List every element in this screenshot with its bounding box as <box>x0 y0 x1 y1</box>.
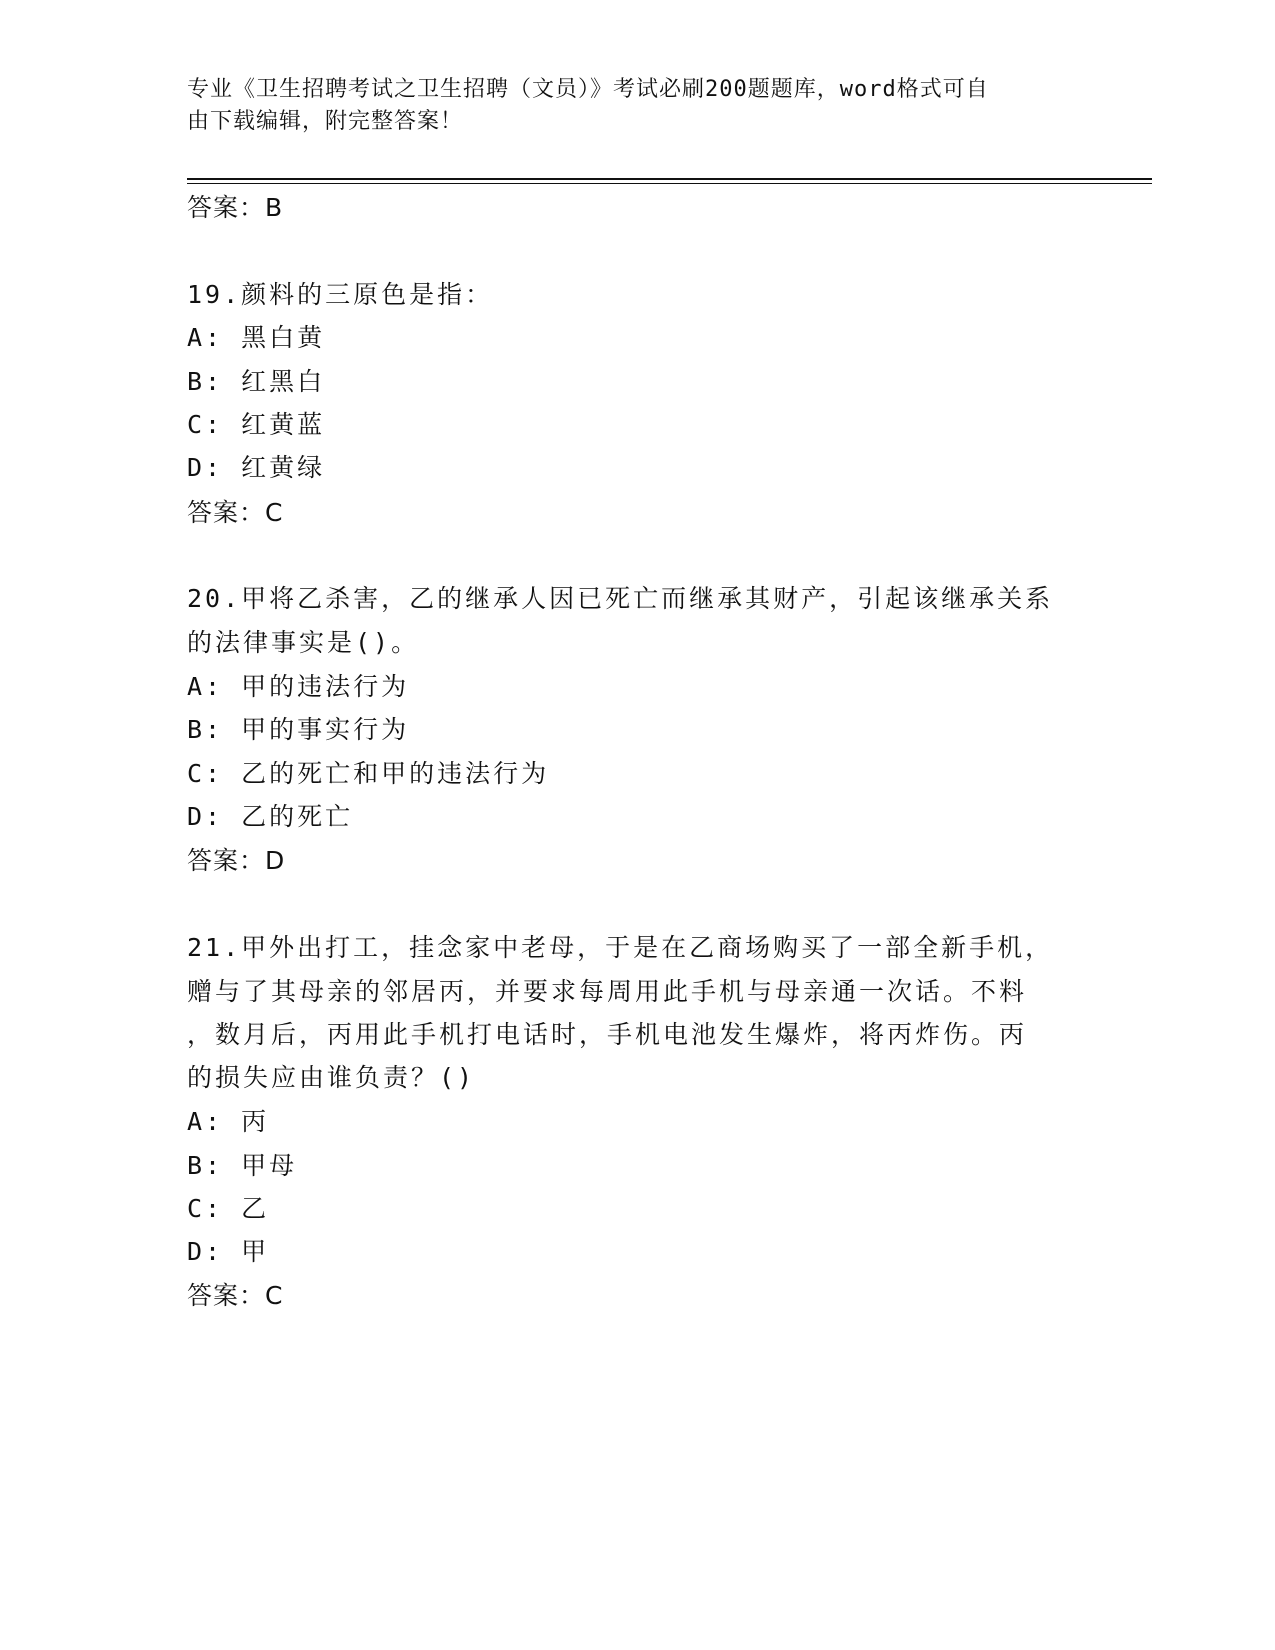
question-stem: 19.颜料的三原色是指： <box>187 280 494 309</box>
option-a: A: 黑白黄 <box>187 323 326 352</box>
question-stem-line-2: 赠与了其母亲的邻居丙，并要求每周用此手机与母亲通一次话。不料 <box>187 977 1028 1006</box>
option-a: A: 丙 <box>187 1107 270 1136</box>
answer-label: 答案：B <box>187 193 284 222</box>
header-divider-thin <box>187 183 1152 184</box>
question-stem-line-1: 21.甲外出打工，挂念家中老母，于是在乙商场购买了一部全新手机， <box>187 933 1054 962</box>
answer-label: 答案：D <box>187 846 286 875</box>
option-d: D: 乙的死亡 <box>187 802 354 831</box>
header-divider <box>187 178 1152 180</box>
document-header <box>187 74 1067 138</box>
answer-label: 答案：C <box>187 1281 284 1310</box>
question-stem-line-1: 20.甲将乙杀害，乙的继承人因已死亡而继承其财产，引起该继承关系 <box>187 584 1054 613</box>
question-stem-line-3: ，数月后，丙用此手机打电话时，手机电池发生爆炸，将丙炸伤。丙 <box>187 1020 1028 1049</box>
option-c: C: 红黄蓝 <box>187 410 326 439</box>
option-b: B: 甲母 <box>187 1151 298 1180</box>
option-d: D: 红黄绿 <box>187 453 326 482</box>
option-a: A: 甲的违法行为 <box>187 672 410 701</box>
header-line-2: 由下载编辑，附完整答案！ <box>187 109 464 134</box>
answer-label: 答案：C <box>187 498 284 527</box>
header-line-1: 专业《卫生招聘考试之卫生招聘（文员）》考试必刷200题题库，word格式可自 <box>187 77 989 102</box>
question-stem-line-2: 的法律事实是()。 <box>187 628 420 657</box>
question-stem-line-4: 的损失应由谁负责？() <box>187 1063 476 1092</box>
option-c: C: 乙 <box>187 1194 270 1223</box>
option-b: B: 甲的事实行为 <box>187 715 410 744</box>
option-c: C: 乙的死亡和甲的违法行为 <box>187 759 550 788</box>
option-d: D: 甲 <box>187 1237 270 1266</box>
option-b: B: 红黑白 <box>187 367 326 396</box>
